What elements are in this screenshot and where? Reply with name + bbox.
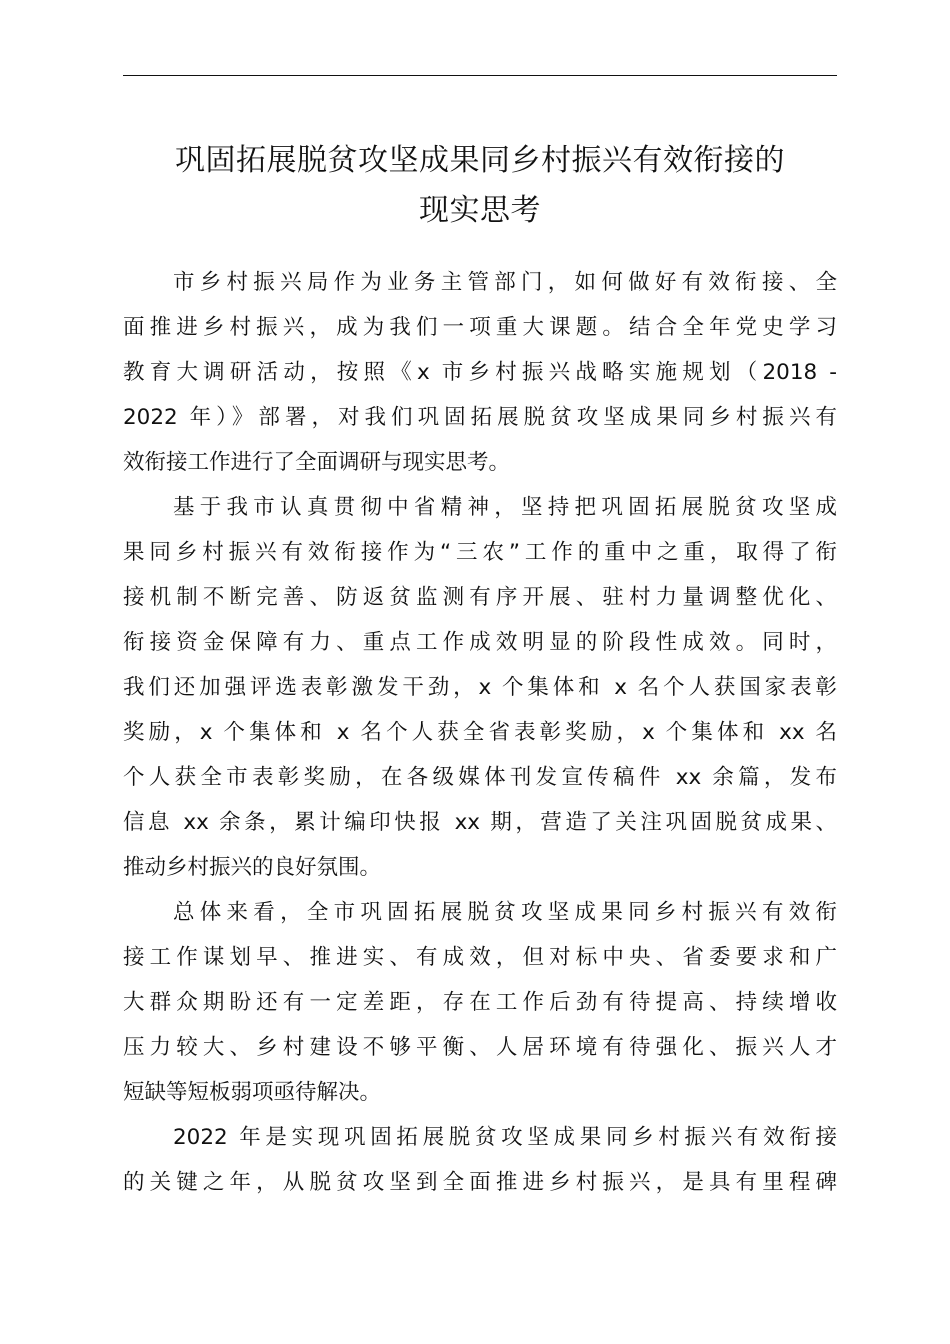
text-line: 奖励，x 个集体和 x 名个人获全省表彰奖励，x 个集体和 xx 名 [123,720,837,745]
text-line: 效衔接工作进行了全面调研与现实思考。 [123,450,511,475]
text-line: 衔接资金保障有力、重点工作成效明显的阶段性成效。同时， [123,630,837,655]
text-line: 信息 xx 余条，累计编印快报 xx 期，营造了关注巩固脱贫成果、 [123,810,837,835]
title-line: 巩固拓展脱贫攻坚成果同乡村振兴有效衔接的 [175,143,785,178]
text-line: 接机制不断完善、防返贫监测有序开展、驻村力量调整优化、 [123,585,837,610]
text-line: 2022 年）》部署，对我们巩固拓展脱贫攻坚成果同乡村振兴有 [123,405,837,430]
text-line: 基于我市认真贯彻中省精神，坚持把巩固拓展脱贫攻坚成 [173,495,837,520]
text-line: 市乡村振兴局作为业务主管部门，如何做好有效衔接、全 [173,270,837,295]
paragraph [123,485,837,890]
text-line: 2022 年是实现巩固拓展脱贫攻坚成果同乡村振兴有效衔接 [173,1125,837,1150]
header-rule [123,75,837,76]
document-title [110,136,850,236]
text-line: 接工作谋划早、推进实、有成效，但对标中央、省委要求和广 [123,945,837,970]
text-line: 压力较大、乡村建设不够平衡、人居环境有待强化、振兴人才 [123,1035,837,1060]
text-line: 教育大调研活动，按照《x 市乡村振兴战略实施规划（2018 - [123,360,837,385]
paragraph [123,1115,837,1205]
text-line: 短缺等短板弱项亟待解决。 [123,1080,382,1105]
text-line: 果同乡村振兴有效衔接作为“三农”工作的重中之重，取得了衔 [123,540,837,565]
paragraph [123,890,837,1115]
text-line: 推动乡村振兴的良好氛围。 [123,855,382,880]
text-line: 的关键之年，从脱贫攻坚到全面推进乡村振兴，是具有里程碑 [123,1170,837,1195]
text-line: 个人获全市表彰奖励，在各级媒体刊发宣传稿件 xx 余篇，发布 [123,765,837,790]
paragraph [123,260,837,485]
document-body [123,260,837,1205]
text-line: 我们还加强评选表彰激发干劲，x 个集体和 x 名个人获国家表彰 [123,675,837,700]
text-line: 总体来看，全市巩固拓展脱贫攻坚成果同乡村振兴有效衔 [173,900,837,925]
text-line: 大群众期盼还有一定差距，存在工作后劲有待提高、持续增收 [123,990,837,1015]
text-line: 面推进乡村振兴，成为我们一项重大课题。结合全年党史学习 [123,315,837,340]
title-line: 现实思考 [419,193,541,228]
